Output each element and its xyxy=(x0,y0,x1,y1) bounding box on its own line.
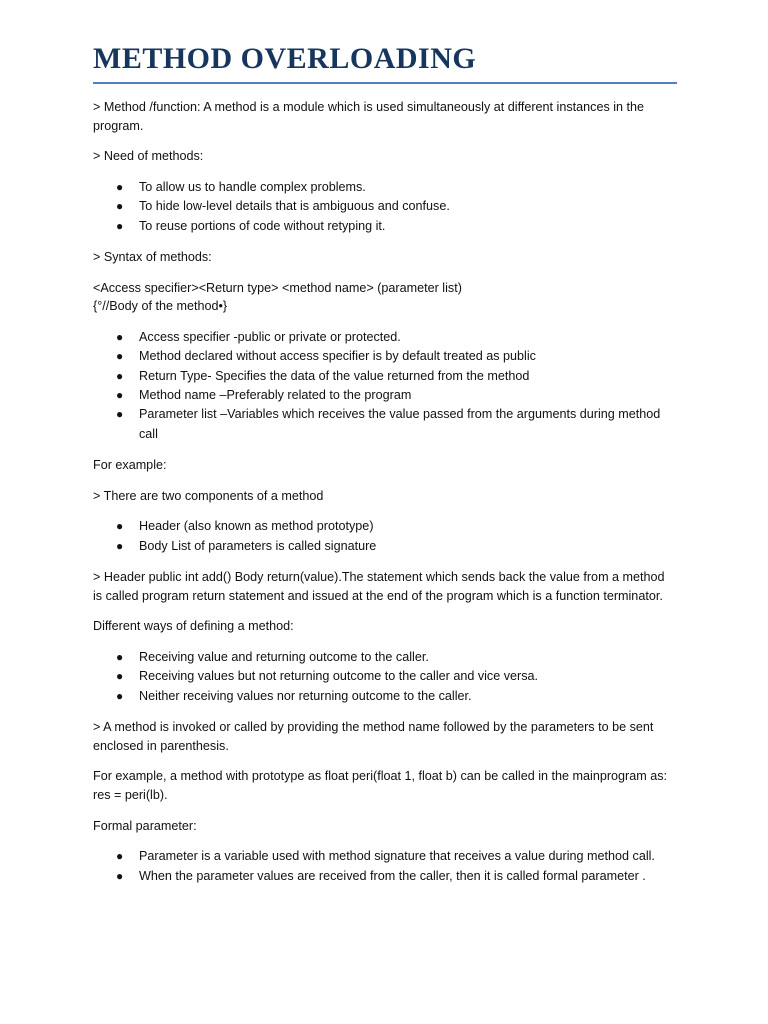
list-item: ● When the parameter values are received from the caller, then it is called formal parameter . xyxy=(93,867,677,886)
bullet-icon: ● xyxy=(116,519,124,534)
for-example-heading: For example: xyxy=(93,458,167,473)
list-item: ● To hide low-level details that is ambiguous and confuse. xyxy=(93,197,677,216)
need-of-methods-heading: > Need of methods: xyxy=(93,149,204,164)
bullet-icon: ● xyxy=(116,368,124,383)
syntax-line-1: <Access specifier><Return type> <method name> (parameter list) xyxy=(93,280,462,295)
method-definition-paragraph: > Method /function: A method is a module which is used simultaneously at different instances in the program. xyxy=(93,100,645,133)
list-item: ● Method declared without access specifier is by default treated as public xyxy=(93,347,677,366)
invocation-paragraph: > A method is invoked or called by providing the method name followed by the parameters to be sent enclosed in parenthesis. xyxy=(93,720,654,753)
list-item: ● To allow us to handle complex problems. xyxy=(93,178,677,197)
bullet-icon: ● xyxy=(116,349,124,364)
components-heading: > There are two components of a method xyxy=(93,488,324,503)
list-item: ● Body List of parameters is called signature xyxy=(93,537,677,556)
bullet-icon: ● xyxy=(116,218,124,233)
syntax-heading: > Syntax of methods: xyxy=(93,250,212,264)
bullet-icon: ● xyxy=(116,179,124,194)
bullet-icon: ● xyxy=(116,388,124,402)
ways-heading: Different ways of defining a method: xyxy=(93,619,294,634)
need-of-methods-list xyxy=(93,178,677,236)
ways-list xyxy=(93,648,677,706)
list-item: ● Header (also known as method prototype) xyxy=(93,517,677,536)
list-item: ● Method name –Preferably related to the program xyxy=(93,386,677,405)
syntax-line-2: {°//Body of the method•} xyxy=(93,299,228,314)
list-item: ● To reuse portions of code without retyping it. xyxy=(93,217,677,236)
list-item: ● Access specifier -public or private or protected. xyxy=(93,328,677,347)
list-item: ● Receiving value and returning outcome to the caller. xyxy=(93,648,677,667)
bullet-icon: ● xyxy=(116,407,124,422)
list-item: ● Return Type- Specifies the data of the value returned from the method xyxy=(93,367,677,386)
bullet-icon: ● xyxy=(116,868,124,883)
bullet-icon: ● xyxy=(116,849,124,864)
bullet-icon: ● xyxy=(116,650,124,664)
list-item: ● Parameter is a variable used with method signature that receives a value during method call. xyxy=(93,847,677,866)
bullet-icon: ● xyxy=(116,199,124,214)
list-item: ● Neither receiving values nor returning outcome to the caller. xyxy=(93,687,677,706)
header-body-paragraph: > Header public int add() Body return(value).The statement which sends back the value from a method is called program return statement and issued at the end of the program which is a function terminator. xyxy=(93,570,665,603)
list-item: ● Receiving values but not returning outcome to the caller and vice versa. xyxy=(93,667,677,686)
syntax-parts-list xyxy=(93,328,677,444)
bullet-icon: ● xyxy=(116,329,124,344)
formal-parameter-heading: Formal parameter: xyxy=(93,818,197,833)
page-title: METHOD OVERLOADING xyxy=(93,40,677,84)
bullet-icon: ● xyxy=(116,688,124,703)
list-item: ● Parameter list –Variables which receives the value passed from the arguments during method call xyxy=(116,407,661,441)
document-page xyxy=(93,40,677,886)
bullet-icon: ● xyxy=(116,538,124,553)
prototype-example-paragraph: For example, a method with prototype as float peri(float 1, float b) can be called in the mainprogram as: res = peri(lb). xyxy=(93,769,668,802)
bullet-icon: ● xyxy=(116,669,124,684)
components-list xyxy=(93,517,677,556)
formal-parameter-list xyxy=(93,847,677,886)
